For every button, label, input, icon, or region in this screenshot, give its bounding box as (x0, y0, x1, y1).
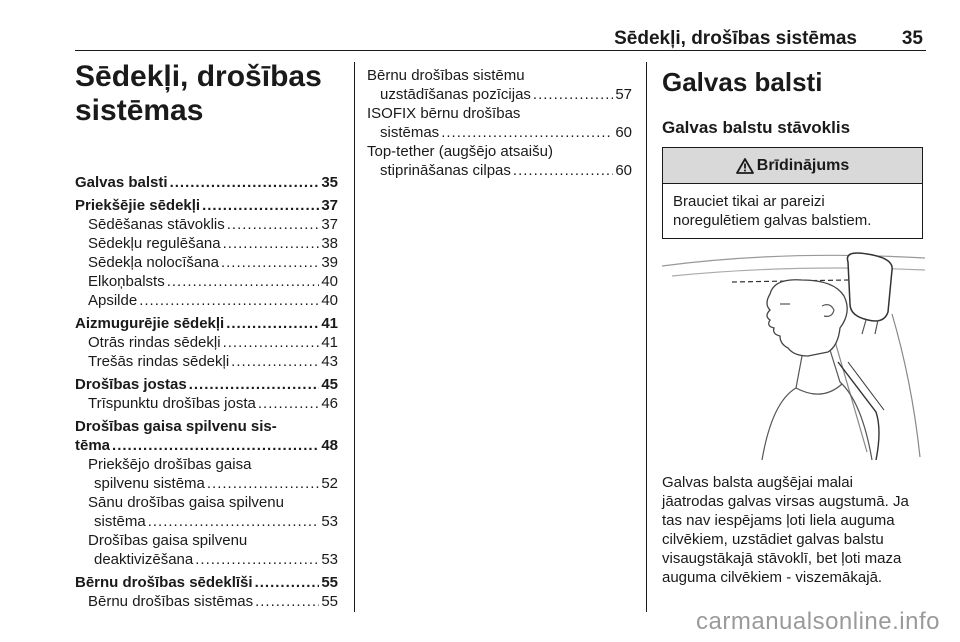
page-header (75, 28, 925, 52)
toc-label: Drošības jostas (75, 376, 187, 393)
toc-page-number: 60 (615, 124, 632, 141)
toc-leader (139, 291, 319, 310)
paragraph-line: auguma cilvēkiem - viszemākajā. (662, 569, 883, 586)
toc-label-line2: spilvenu sistēma (94, 475, 205, 492)
toc-entry[interactable] (75, 375, 338, 394)
toc-leader (258, 394, 319, 413)
body-paragraph (662, 473, 932, 587)
toc-page-number: 39 (321, 254, 338, 271)
toc-label: Galvas balsti (75, 174, 168, 191)
toc-leader (221, 253, 319, 272)
toc-label-line1: Top-tether (augšējo atsaišu) (367, 143, 553, 160)
toc-label-line2: deaktivizēšana (94, 551, 194, 568)
toc-entry[interactable] (75, 215, 338, 234)
chapter-title: Sēdekļi, drošības sistēmas (75, 60, 322, 127)
toc-label-line1: ISOFIX bērnu drošības (367, 105, 521, 122)
toc-entry[interactable] (75, 291, 338, 310)
toc-entry[interactable] (367, 104, 632, 142)
warning-title: Brīdinājums (756, 156, 850, 174)
toc-page-number: 48 (321, 437, 338, 454)
toc-page-number: 41 (321, 334, 338, 351)
paragraph-line: visaugstākajā stāvoklī, bet ļoti maza (662, 550, 902, 567)
toc-page-number: 53 (321, 551, 338, 568)
toc-entry[interactable] (75, 333, 338, 352)
warning-triangle-icon (736, 158, 754, 174)
toc-page-number: 60 (615, 162, 632, 179)
toc-entry[interactable] (75, 394, 338, 413)
toc-label-line1: Priekšējo drošības gaisa (88, 456, 252, 473)
toc-entry[interactable] (75, 531, 338, 569)
toc-label: Elkoņbalsts (88, 273, 165, 290)
toc-leader (533, 85, 613, 104)
toc-list (75, 173, 338, 413)
toc-label: Apsilde (88, 292, 138, 309)
toc-leader (227, 215, 320, 234)
toc-entry-airbag[interactable]: Drošības gaisa spilvenu sis- tēma ..... 48 (75, 417, 338, 455)
toc-label: Sēdekļa nolocīšana (88, 254, 219, 271)
toc-label: Trešās rindas sēdekļi (88, 353, 230, 370)
running-title: Sēdekļi, drošības sistēmas (614, 28, 857, 49)
column-divider-left (354, 62, 355, 612)
toc-leader (441, 123, 613, 142)
header-rule (75, 50, 926, 51)
toc-page-number: 55 (321, 593, 338, 610)
toc-entry[interactable] (75, 253, 338, 272)
page-number: 35 (901, 28, 923, 49)
toc-label-line1: Bērnu drošības sistēmu (367, 67, 525, 84)
toc-entry[interactable] (75, 234, 338, 253)
toc-entry[interactable] (75, 173, 338, 192)
paragraph-line: Galvas balsta augšējai malai (662, 474, 853, 491)
toc-leader (513, 161, 613, 180)
toc-page-number: 43 (321, 353, 338, 370)
head-restraint-illustration (662, 252, 925, 460)
toc-page-number: 38 (321, 235, 338, 252)
toc-leader (148, 512, 320, 531)
toc-label-line2: stiprināšanas cilpas (380, 162, 511, 179)
toc-entry[interactable] (75, 314, 338, 333)
toc-label: Bērnu drošības sēdeklīši (75, 574, 253, 591)
toc-page-number: 37 (321, 197, 338, 214)
toc-page-number: 55 (321, 574, 338, 591)
toc-leader (195, 550, 319, 569)
toc-page-number: 40 (321, 273, 338, 290)
paragraph-line: jāatrodas galvas virsas augstumā. Ja (662, 493, 909, 510)
toc-leader (207, 474, 319, 493)
warning-text: Brauciet tikai ar pareizi noregulētiem galvas balstiem. (673, 193, 872, 229)
toc-left-column (75, 173, 338, 611)
toc-leader (167, 272, 320, 291)
toc-entry[interactable] (75, 493, 338, 531)
toc-label-line2: sistēma (94, 513, 146, 530)
toc-entry[interactable] (75, 272, 338, 291)
toc-leader (202, 196, 319, 215)
toc-leader (255, 592, 319, 611)
toc-entry[interactable] (75, 352, 338, 371)
toc-entry[interactable] (75, 455, 338, 493)
toc-label-line2: sistēmas (380, 124, 440, 141)
toc-leader (170, 173, 320, 192)
subsection-title: Galvas balstu stāvoklis (662, 118, 851, 137)
toc-leader (255, 573, 320, 592)
toc-list (367, 66, 632, 180)
toc-page-number: 45 (321, 376, 338, 393)
warning-header (663, 148, 922, 184)
toc-page-number: 53 (321, 513, 338, 530)
toc-leader (189, 375, 320, 394)
toc-entry[interactable] (75, 573, 338, 592)
toc-page-number: 57 (615, 86, 632, 103)
watermark: carmanualsonline.info (696, 608, 940, 635)
toc-entry[interactable] (367, 66, 632, 104)
toc-leader (223, 333, 320, 352)
toc-label: Trīspunktu drošības josta (88, 395, 256, 412)
column-divider-right (646, 62, 647, 612)
toc-page-number: 35 (321, 174, 338, 191)
toc-label: Sēdekļu regulēšana (88, 235, 221, 252)
paragraph-line: cilvēkiem, uzstādiet galvas balstu (662, 531, 884, 548)
toc-page-number: 37 (321, 216, 338, 233)
paragraph-line: tas nav iespējams ļoti liela auguma (662, 512, 895, 529)
toc-list (75, 573, 338, 611)
section-title: Galvas balsti (662, 67, 823, 97)
toc-page-number: 40 (321, 292, 338, 309)
toc-sublist (75, 455, 338, 569)
toc-label: Aizmugurējie sēdekļi (75, 315, 225, 332)
toc-entry[interactable] (367, 142, 632, 180)
toc-entry[interactable] (75, 592, 338, 611)
toc-label-line1: Sānu drošības gaisa spilvenu (88, 494, 284, 511)
toc-label: Sēdēšanas stāvoklis (88, 216, 225, 233)
toc-leader (231, 352, 319, 371)
toc-middle-column (367, 66, 632, 180)
toc-leader (223, 234, 320, 253)
warning-box (662, 147, 923, 239)
toc-label-line2: uzstādīšanas pozīcijas (380, 86, 531, 103)
toc-label: Bērnu drošības sistēmas (88, 593, 254, 610)
toc-entry[interactable] (75, 196, 338, 215)
toc-label-line1: Drošības gaisa spilvenu (88, 532, 248, 549)
toc-label: Otrās rindas sēdekļi (88, 334, 221, 351)
toc-leader (226, 314, 319, 333)
toc-page-number: 41 (321, 315, 338, 332)
toc-page-number: 46 (321, 395, 338, 412)
toc-page-number: 52 (321, 475, 338, 492)
toc-label: Priekšējie sēdekļi (75, 197, 201, 214)
